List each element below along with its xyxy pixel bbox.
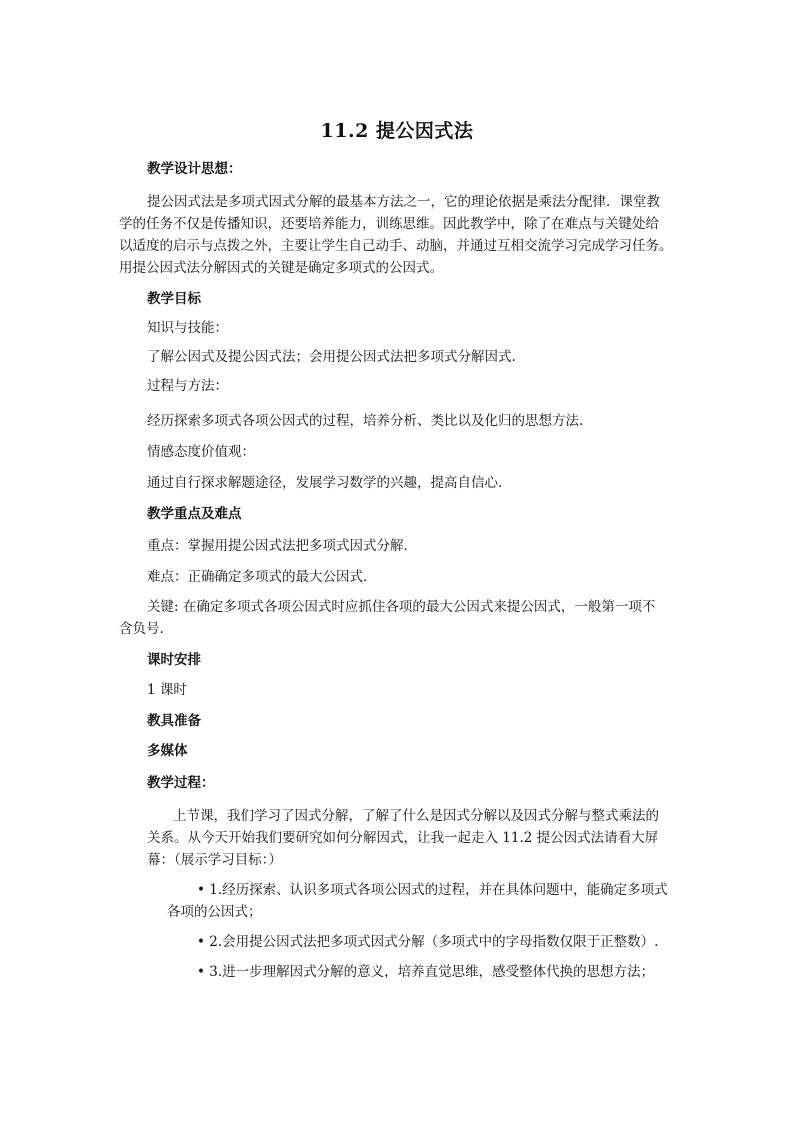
process-intro-line-2: 关系。从今天开始我们要研究如何分解因式，让我一起走入 11.2 提公因式法请看大屏 xyxy=(147,830,659,846)
process-heading: 教学过程： xyxy=(147,775,215,791)
emotion-label: 情感态度价值观： xyxy=(147,444,255,460)
design-paragraph-line-4: 用提公因式法分解因式的关键是确定多项式的公因式。 xyxy=(119,260,443,276)
objective-item-1-line-1: • 1.经历探索、认识多项式各项公因式的过程，并在具体问题中，能确定多项式 xyxy=(197,882,668,898)
document-title: 11.2 提公因式法 xyxy=(320,120,474,142)
process-intro-line-3: 幕：（展示学习目标：） xyxy=(147,852,282,868)
key-heading: 教学重点及难点 xyxy=(147,506,242,522)
process-method-text: 经历探索多项式各项公因式的过程，培养分析、类比以及化归的思想方法. xyxy=(147,413,584,429)
design-paragraph-line-1: 提公因式法是多项式因式分解的最基本方法之一，它的理论依据是乘法分配律．课堂教 xyxy=(147,194,660,210)
objective-item-2: • 2.会用提公因式法把多项式因式分解（多项式中的字母指数仅限于正整数）. xyxy=(197,934,659,950)
emotion-text: 通过自行探求解题途径，发展学习数学的兴趣，提高自信心. xyxy=(147,475,503,491)
hours-heading: 课时安排 xyxy=(147,652,201,668)
process-method-label: 过程与方法： xyxy=(147,378,228,394)
tools-text: 多媒体 xyxy=(147,743,188,759)
critical-line-2: 含负号. xyxy=(119,621,164,637)
objective-item-3: • 3.进一步理解因式分解的意义，培养直觉思维，感受整体代换的思想方法； xyxy=(197,964,655,980)
design-heading: 教学设计思想： xyxy=(147,161,242,177)
tools-heading: 教具准备 xyxy=(147,713,201,729)
difficulty-text: 难点：正确确定多项式的最大公因式． xyxy=(147,569,377,585)
knowledge-text: 了解公因式及提公因式法；会用提公因式法把多项式分解因式. xyxy=(147,349,516,365)
focus-text: 重点：掌握用提公因式法把多项式因式分解． xyxy=(147,538,417,554)
critical-line-1: 关键: 在确定多项式各项公因式时应抓住各项的最大公因式来提公因式，一般第一项不 xyxy=(147,599,656,615)
objective-item-1-line-2: 各项的公因式； xyxy=(167,904,262,920)
goals-heading: 教学目标 xyxy=(147,291,201,307)
knowledge-label: 知识与技能： xyxy=(147,320,228,336)
design-paragraph-line-2: 学的任务不仅是传播知识，还要培养能力，训练思维。因此教学中，除了在难点与关键处给 xyxy=(119,216,659,232)
design-paragraph-line-3: 以适度的启示与点拨之外，主要让学生自己动手、动脑，并通过互相交流学习完成学习任务。 xyxy=(119,238,673,254)
process-intro-line-1: 上节课，我们学习了因式分解，了解了什么是因式分解以及因式分解与整式乘法的 xyxy=(173,808,659,824)
hours-text: 1 课时 xyxy=(147,682,187,698)
